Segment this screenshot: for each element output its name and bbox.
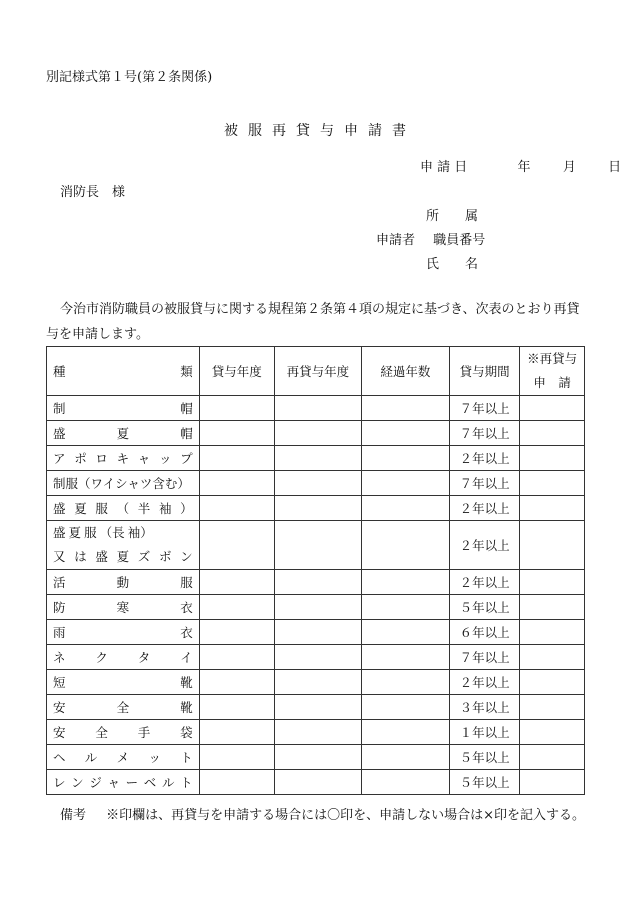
years-elapsed-cell[interactable] — [361, 695, 449, 720]
header-years-elapsed: 経過年数 — [361, 347, 449, 396]
issue-year-cell[interactable] — [199, 421, 274, 446]
item-kind-char: 袖 — [158, 501, 172, 516]
table-row — [47, 595, 585, 620]
item-kind-char: 衣 — [180, 600, 193, 615]
item-kind-cell — [47, 645, 200, 670]
item-kind-char: ア — [53, 451, 66, 466]
loan-period-cell: ２年以上 — [449, 521, 519, 570]
item-kind-char: 全 — [116, 700, 130, 715]
loan-period-cell: ７年以上 — [449, 471, 519, 496]
reissue-year-cell[interactable] — [274, 645, 361, 670]
affiliation-field[interactable]: 所 属 — [426, 209, 479, 224]
item-kind-char: （長 — [99, 525, 125, 540]
years-elapsed-cell[interactable] — [361, 620, 449, 645]
reapply-mark-cell[interactable] — [520, 421, 585, 446]
item-kind-char: 靴 — [180, 700, 193, 715]
intro-paragraph: 今治市消防職員の被服貸与に関する規程第２条第４項の規定に基づき、次表のとおり再貸与を申請します。 — [46, 302, 580, 342]
table-row — [47, 670, 585, 695]
item-kind-char: 安 — [53, 725, 66, 740]
issue-year-cell[interactable] — [199, 695, 274, 720]
item-kind-char: プ — [180, 451, 193, 466]
reapply-mark-cell[interactable] — [520, 645, 585, 670]
issue-year-cell[interactable] — [199, 620, 274, 645]
reissue-year-cell[interactable] — [274, 496, 361, 521]
table-row — [47, 521, 585, 570]
table-row — [47, 645, 585, 670]
header-reapply-line1: ※再貸与 — [527, 351, 578, 366]
item-kind-char: 袖） — [127, 525, 153, 540]
item-kind-char: ズ — [137, 549, 151, 564]
document-title: 被服再貸与申請書 — [224, 123, 416, 139]
date-day-label[interactable]: 日 — [608, 160, 622, 175]
item-kind-char: 制服（ワイシャツ含む） — [53, 476, 190, 491]
item-kind-char: ジ — [89, 775, 102, 790]
item-kind-char: 衣 — [180, 625, 193, 640]
loan-period-cell: ２年以上 — [449, 496, 519, 521]
item-kind-char: ャ — [137, 451, 151, 466]
applicant-block — [376, 229, 485, 248]
years-elapsed-cell[interactable] — [361, 720, 449, 745]
header-kind-char: 種 — [53, 364, 66, 379]
table-row — [47, 496, 585, 521]
years-elapsed-cell[interactable] — [361, 595, 449, 620]
item-kind-char: 服 — [180, 575, 193, 590]
reissue-year-cell[interactable] — [274, 396, 361, 421]
date-month-label[interactable]: 月 — [562, 160, 576, 175]
loan-period-cell: ７年以上 — [449, 421, 519, 446]
reissue-year-cell[interactable] — [274, 720, 361, 745]
item-kind-char: 服 — [95, 501, 108, 516]
item-kind-char: ロ — [95, 451, 108, 466]
years-elapsed-cell[interactable] — [361, 770, 449, 795]
item-kind-char: ル — [161, 775, 175, 790]
loan-period-cell: ６年以上 — [449, 620, 519, 645]
item-kind-char: ） — [180, 501, 193, 516]
item-kind-char: ボ — [158, 549, 172, 564]
years-elapsed-cell[interactable] — [361, 446, 449, 471]
years-elapsed-cell[interactable] — [361, 421, 449, 446]
loan-period-cell: ７年以上 — [449, 645, 519, 670]
loan-period-cell: ５年以上 — [449, 745, 519, 770]
item-kind-char: イ — [180, 650, 193, 665]
table-row — [47, 770, 585, 795]
remarks-text: ※印欄は、再貸与を申請する場合には〇印を、申請しない場合は×印を記入する。 — [106, 808, 586, 823]
years-elapsed-cell[interactable] — [361, 521, 449, 570]
issue-year-cell[interactable] — [199, 496, 274, 521]
item-kind-char: 夏 — [74, 501, 87, 516]
table-row — [47, 421, 585, 446]
item-kind-char: ク — [95, 650, 108, 665]
item-kind-char: ッ — [148, 750, 161, 765]
reissue-year-cell[interactable] — [274, 670, 361, 695]
loan-period-cell: ５年以上 — [449, 595, 519, 620]
item-kind-char: 靴 — [180, 675, 193, 690]
item-kind-char: 盛 — [53, 426, 66, 441]
issue-year-cell[interactable] — [199, 595, 274, 620]
remarks-label: 備考 — [60, 808, 87, 823]
item-kind-char: 盛 — [53, 501, 66, 516]
items-body — [47, 396, 585, 795]
years-elapsed-cell[interactable] — [361, 396, 449, 421]
years-elapsed-cell[interactable] — [361, 645, 449, 670]
item-kind-char: 短 — [53, 675, 66, 690]
loan-period-cell: ２年以上 — [449, 446, 519, 471]
header-kind-char: 類 — [180, 364, 193, 379]
years-elapsed-cell[interactable] — [361, 496, 449, 521]
items-table — [46, 346, 585, 795]
item-kind-cell — [47, 496, 200, 521]
reissue-year-cell[interactable] — [274, 521, 361, 570]
table-row — [47, 620, 585, 645]
reissue-year-cell[interactable] — [274, 570, 361, 595]
item-kind-char: 帽 — [180, 426, 193, 441]
item-kind-char: キ — [116, 451, 130, 466]
item-kind-cell — [47, 396, 200, 421]
item-kind-char: 半 — [137, 501, 151, 516]
item-kind-cell — [47, 670, 200, 695]
item-kind-cell — [47, 720, 200, 745]
item-kind-cell — [47, 745, 200, 770]
table-row — [47, 720, 585, 745]
reissue-year-cell[interactable] — [274, 770, 361, 795]
item-kind-char: は — [74, 549, 87, 564]
reapply-mark-cell[interactable] — [520, 570, 585, 595]
issue-year-cell[interactable] — [199, 745, 274, 770]
reissue-year-cell[interactable] — [274, 695, 361, 720]
item-kind-char: 盛 — [53, 525, 66, 540]
reapply-mark-cell[interactable] — [520, 496, 585, 521]
item-kind-char: 夏 — [116, 549, 130, 564]
header-reapply — [520, 347, 585, 396]
remarks — [60, 804, 585, 823]
years-elapsed-cell[interactable] — [361, 570, 449, 595]
item-kind-char: メ — [116, 750, 130, 765]
loan-period-cell: ３年以上 — [449, 695, 519, 720]
loan-period-cell: １年以上 — [449, 720, 519, 745]
item-kind-char: ト — [180, 775, 193, 790]
item-kind-cell — [47, 595, 200, 620]
item-kind-char: 活 — [53, 575, 66, 590]
name-field[interactable]: 氏 名 — [426, 257, 479, 272]
issue-year-cell[interactable] — [199, 471, 274, 496]
table-row — [47, 570, 585, 595]
item-kind-char: ヘ — [53, 750, 66, 765]
date-label: 申 請 日 — [420, 160, 468, 175]
item-kind-char: ン — [71, 775, 84, 790]
item-kind-cell — [47, 521, 200, 570]
reapply-mark-cell[interactable] — [520, 396, 585, 421]
item-kind-char: ャ — [107, 775, 120, 790]
item-kind-cell — [47, 471, 200, 496]
item-kind-cell — [47, 770, 200, 795]
item-kind-char: ン — [180, 549, 193, 564]
header-reissue-year: 再貸与年度 — [274, 347, 361, 396]
issue-year-cell[interactable] — [199, 770, 274, 795]
reapply-mark-cell[interactable] — [520, 620, 585, 645]
form-number: 別記様式第１号(第２条関係) — [46, 70, 213, 85]
issue-year-cell[interactable] — [199, 670, 274, 695]
item-kind-char: 雨 — [53, 625, 66, 640]
item-kind-char: 全 — [95, 725, 108, 740]
item-kind-char: 動 — [116, 575, 130, 590]
item-kind-char: レ — [53, 775, 66, 790]
item-kind-cell — [47, 695, 200, 720]
table-row — [47, 446, 585, 471]
item-kind-char: 帽 — [180, 401, 193, 416]
staff-number-field[interactable]: 職員番号 — [433, 233, 486, 248]
years-elapsed-cell[interactable] — [361, 670, 449, 695]
table-row — [47, 745, 585, 770]
issue-year-cell[interactable] — [199, 446, 274, 471]
loan-period-cell: ２年以上 — [449, 670, 519, 695]
item-kind-char: 服 — [84, 525, 97, 540]
header-period: 貸与期間 — [449, 347, 519, 396]
issue-year-cell[interactable] — [199, 570, 274, 595]
item-kind-char: ベ — [143, 775, 157, 790]
reapply-mark-cell[interactable] — [520, 745, 585, 770]
item-kind-char: 手 — [137, 725, 151, 740]
item-kind-char: 夏 — [68, 525, 82, 540]
item-kind-char: 防 — [53, 600, 66, 615]
addressee: 消防長 様 — [60, 185, 126, 200]
item-kind-char: ネ — [53, 650, 66, 665]
item-kind-char: ト — [180, 750, 193, 765]
reapply-mark-cell[interactable] — [520, 770, 585, 795]
item-kind-char: 制 — [53, 401, 66, 416]
years-elapsed-cell[interactable] — [361, 471, 449, 496]
reapply-mark-cell[interactable] — [520, 695, 585, 720]
item-kind-cell — [47, 570, 200, 595]
item-kind-cell — [47, 421, 200, 446]
item-kind-char: 袋 — [180, 725, 193, 740]
loan-period-cell: ２年以上 — [449, 570, 519, 595]
reissue-year-cell[interactable] — [274, 421, 361, 446]
date-year-label[interactable]: 年 — [517, 160, 531, 175]
item-kind-char: 盛 — [95, 549, 108, 564]
issue-year-cell[interactable] — [199, 396, 274, 421]
item-kind-char: タ — [137, 650, 151, 665]
issue-year-cell[interactable] — [199, 720, 274, 745]
table-row — [47, 471, 585, 496]
application-date-line — [420, 156, 621, 175]
item-kind-char: （ — [116, 501, 130, 516]
reissue-year-cell[interactable] — [274, 471, 361, 496]
reapply-mark-cell[interactable] — [520, 521, 585, 570]
item-kind-char: 夏 — [116, 426, 130, 441]
item-kind-char: ポ — [74, 451, 87, 466]
table-row — [47, 396, 585, 421]
item-kind-char: 又 — [53, 549, 66, 564]
issue-year-cell[interactable] — [199, 645, 274, 670]
table-row — [47, 695, 585, 720]
item-kind-char: ー — [125, 775, 139, 790]
reapply-mark-cell[interactable] — [520, 471, 585, 496]
header-reapply-line2: 申 請 — [533, 375, 571, 390]
loan-period-cell: ５年以上 — [449, 770, 519, 795]
item-kind-cell — [47, 620, 200, 645]
header-kind — [47, 347, 200, 396]
reapply-mark-cell[interactable] — [520, 670, 585, 695]
reissue-year-cell[interactable] — [274, 620, 361, 645]
reapply-mark-cell[interactable] — [520, 595, 585, 620]
item-kind-cell — [47, 446, 200, 471]
item-kind-char: 寒 — [116, 600, 130, 615]
reissue-year-cell[interactable] — [274, 745, 361, 770]
loan-period-cell: ７年以上 — [449, 396, 519, 421]
item-kind-char: ル — [84, 750, 98, 765]
issue-year-cell[interactable] — [199, 521, 274, 570]
table-header-row — [47, 347, 585, 396]
header-issue-year: 貸与年度 — [199, 347, 274, 396]
reissue-year-cell[interactable] — [274, 446, 361, 471]
years-elapsed-cell[interactable] — [361, 745, 449, 770]
item-kind-char: ッ — [158, 451, 172, 466]
reissue-year-cell[interactable] — [274, 595, 361, 620]
item-kind-char: 安 — [53, 700, 66, 715]
applicant-role-label: 申請者 — [376, 233, 416, 248]
reapply-mark-cell[interactable] — [520, 446, 585, 471]
reapply-mark-cell[interactable] — [520, 720, 585, 745]
